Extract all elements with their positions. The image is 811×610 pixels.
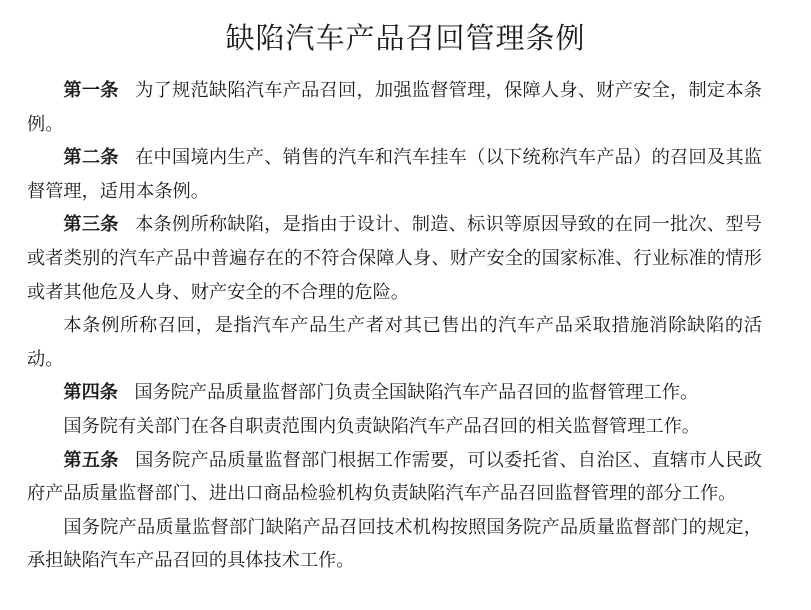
article-text: 本条例所称缺陷，是指由于设计、制造、标识等原因导致的在同一批次、型号或者类别的汽车产品中普遍存在的不符合保障人身、财产安全的国家标准、行业标准的情形或者其他危及人身、财产安全的不合理的危险。: [27, 214, 762, 303]
article-3-continuation: 本条例所称召回，是指汽车产品生产者对其已售出的汽车产品采取措施消除缺陷的活动。: [27, 315, 762, 370]
article-number: 第一条: [63, 80, 119, 101]
article-4-continuation: 国务院有关部门在各自职责范围内负责缺陷汽车产品召回的相关监督管理工作。: [63, 415, 700, 437]
article-text: 国务院产品质量监督部门负责全国缺陷汽车产品召回的监督管理工作。: [134, 382, 699, 404]
article-1: [27, 74, 762, 141]
article-text: 国务院产品质量监督部门根据工作需要，可以委托省、自治区、直辖市人民政府产品质量监督部门、进出口商品检验机构负责缺陷汽车产品召回监督管理的部分工作。: [27, 449, 762, 505]
article-4: [27, 376, 762, 410]
document-body: [27, 74, 762, 578]
article-2: [27, 141, 762, 208]
article-number: 第四条: [63, 382, 118, 404]
article-number: 第五条: [63, 449, 119, 471]
article-3: [27, 208, 762, 309]
article-5: [27, 444, 762, 511]
article-text: 在中国境内生产、销售的汽车和汽车挂车（以下统称汽车产品）的召回及其监督管理，适用本条例。: [27, 147, 762, 202]
article-text: 为了规范缺陷汽车产品召回，加强监督管理，保障人身、财产安全，制定本条例。: [27, 80, 762, 135]
article-number: 第二条: [63, 147, 119, 169]
article-5-continuation: 国务院产品质量监督部门缺陷产品召回技术机构按照国务院产品质量监督部门的规定，承担缺陷汽车产品召回的具体技术工作。: [27, 516, 762, 572]
article-number: 第三条: [63, 214, 119, 236]
document-title: 缺陷汽车产品召回管理条例: [225, 21, 586, 55]
